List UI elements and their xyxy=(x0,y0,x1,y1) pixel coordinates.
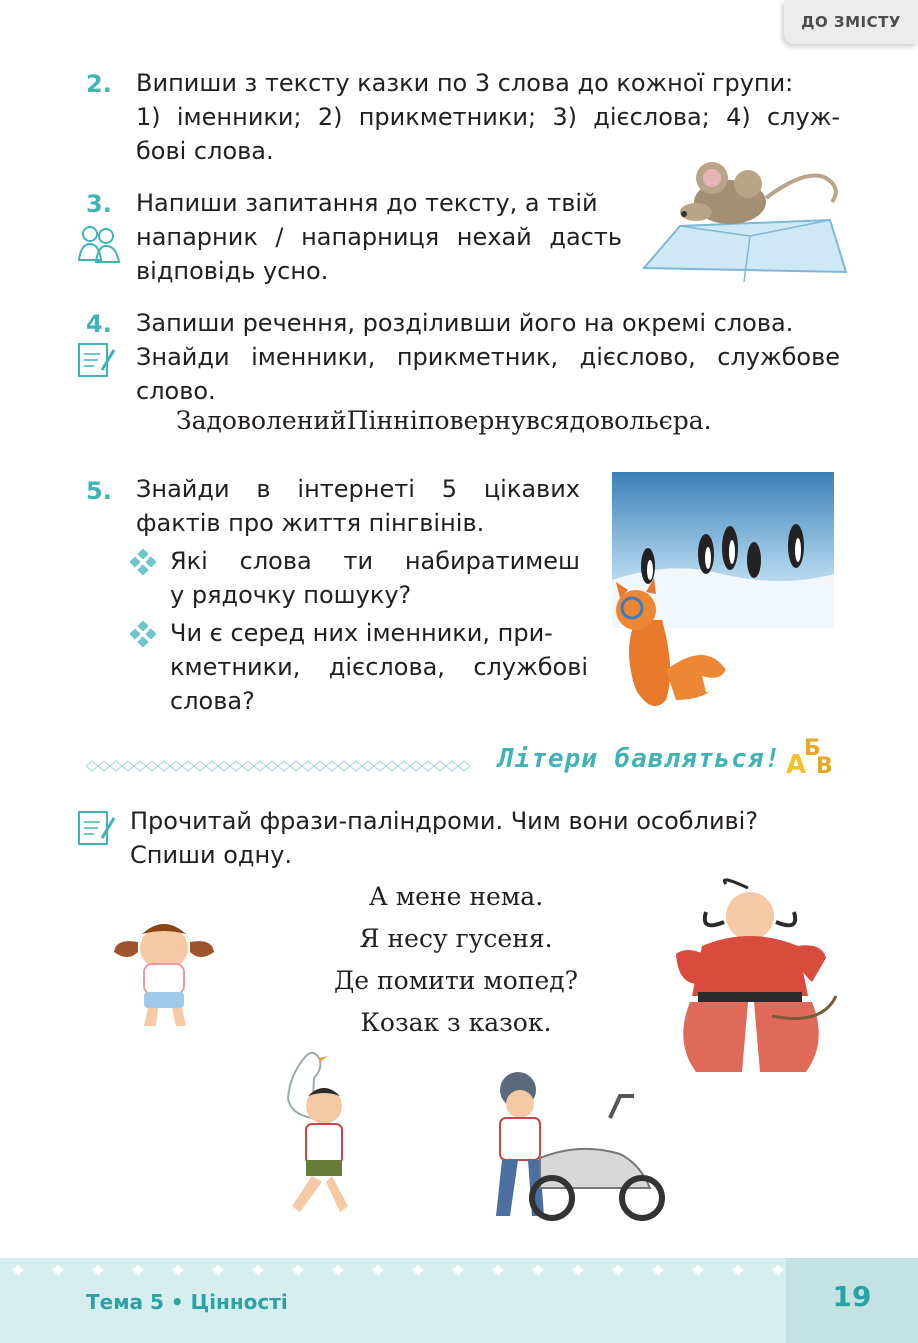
badge-letter-a: А xyxy=(786,750,807,780)
palindrome-list xyxy=(300,876,612,1044)
task4-number: 4. xyxy=(86,310,112,338)
diamond-bullet-icon xyxy=(130,549,156,575)
task4-line: Знайди іменники, прикметник, дієслово, службове xyxy=(136,343,840,371)
palindrome-line: А мене нема. xyxy=(368,882,544,911)
task4-sentence: ЗадоволенийПінніповернувсядовольєра. xyxy=(176,406,712,435)
task4-line: Запиши речення, розділивши його на окремі слова. xyxy=(136,309,794,337)
question-line: слова? xyxy=(170,687,255,715)
boy-with-goose-illustration xyxy=(266,1048,372,1220)
penguins-and-fox-illustration xyxy=(606,470,836,720)
task3-text xyxy=(136,186,622,288)
palindrome-line: Де помити мопед? xyxy=(333,966,579,995)
task2-line: 1) іменники; 2) прикметники; 3) дієслова; 4) служ- xyxy=(136,103,840,131)
page-number: 19 xyxy=(832,1280,872,1313)
task3-line: відповідь усно. xyxy=(136,257,329,285)
question-line: у рядочку пошуку? xyxy=(170,581,412,609)
instruction-line: Прочитай фрази-паліндроми. Чим вони особливі? xyxy=(130,807,759,835)
question-line: Чи є серед них іменники, при- xyxy=(170,619,553,647)
palindrome-line: Козак з казок. xyxy=(360,1008,552,1037)
toc-button[interactable]: ДО ЗМІСТУ xyxy=(784,0,918,44)
task3-number: 3. xyxy=(86,190,112,218)
boy-with-moped-illustration xyxy=(470,1068,676,1224)
footer-topic: Тема 5 • Цінності xyxy=(86,1290,288,1314)
cossack-illustration xyxy=(662,876,842,1080)
question-line: Які слова ти набиратимеш xyxy=(170,547,580,575)
letters-badge-icon xyxy=(786,736,842,782)
decorative-divider xyxy=(86,759,470,773)
badge-letter-v: В xyxy=(816,754,833,779)
task2-number: 2. xyxy=(86,70,112,98)
pair-work-icon xyxy=(76,224,122,266)
girl-covering-eyes-illustration xyxy=(110,912,220,1032)
task2-line: Випиши з тексту казки по 3 слова до кожної групи: xyxy=(136,69,794,97)
task5-question-2 xyxy=(170,616,588,718)
task4-line: слово. xyxy=(136,377,216,405)
task2-text xyxy=(136,66,840,168)
footer-ornament xyxy=(0,1262,800,1280)
task5-question-1 xyxy=(170,544,580,612)
task3-line: напарник / напарниця нехай дасть xyxy=(136,223,622,251)
palindrome-line: Я несу гусеня. xyxy=(359,924,553,953)
task5-line: Знайди в інтернеті 5 цікавих xyxy=(136,475,580,503)
task3-line: Напиши запитання до тексту, а твій xyxy=(136,189,598,217)
question-line: кметники, дієслова, службові xyxy=(170,653,588,681)
diamond-bullet-icon xyxy=(130,621,156,647)
game-section-title: Літери бавляться! xyxy=(498,744,782,774)
badge-letter-b: Б xyxy=(804,736,821,761)
task5-text xyxy=(136,472,580,540)
task5-number: 5. xyxy=(86,477,112,505)
task4-text xyxy=(136,306,840,408)
game-instruction xyxy=(130,804,830,872)
mouse-reading-book-illustration xyxy=(640,162,850,290)
task5-line: фактів про життя пінгвінів. xyxy=(136,509,485,537)
instruction-line: Спиши одну. xyxy=(130,841,293,869)
write-in-notebook-icon xyxy=(76,808,118,848)
write-in-notebook-icon xyxy=(76,340,118,380)
task2-line: бові слова. xyxy=(136,137,274,165)
